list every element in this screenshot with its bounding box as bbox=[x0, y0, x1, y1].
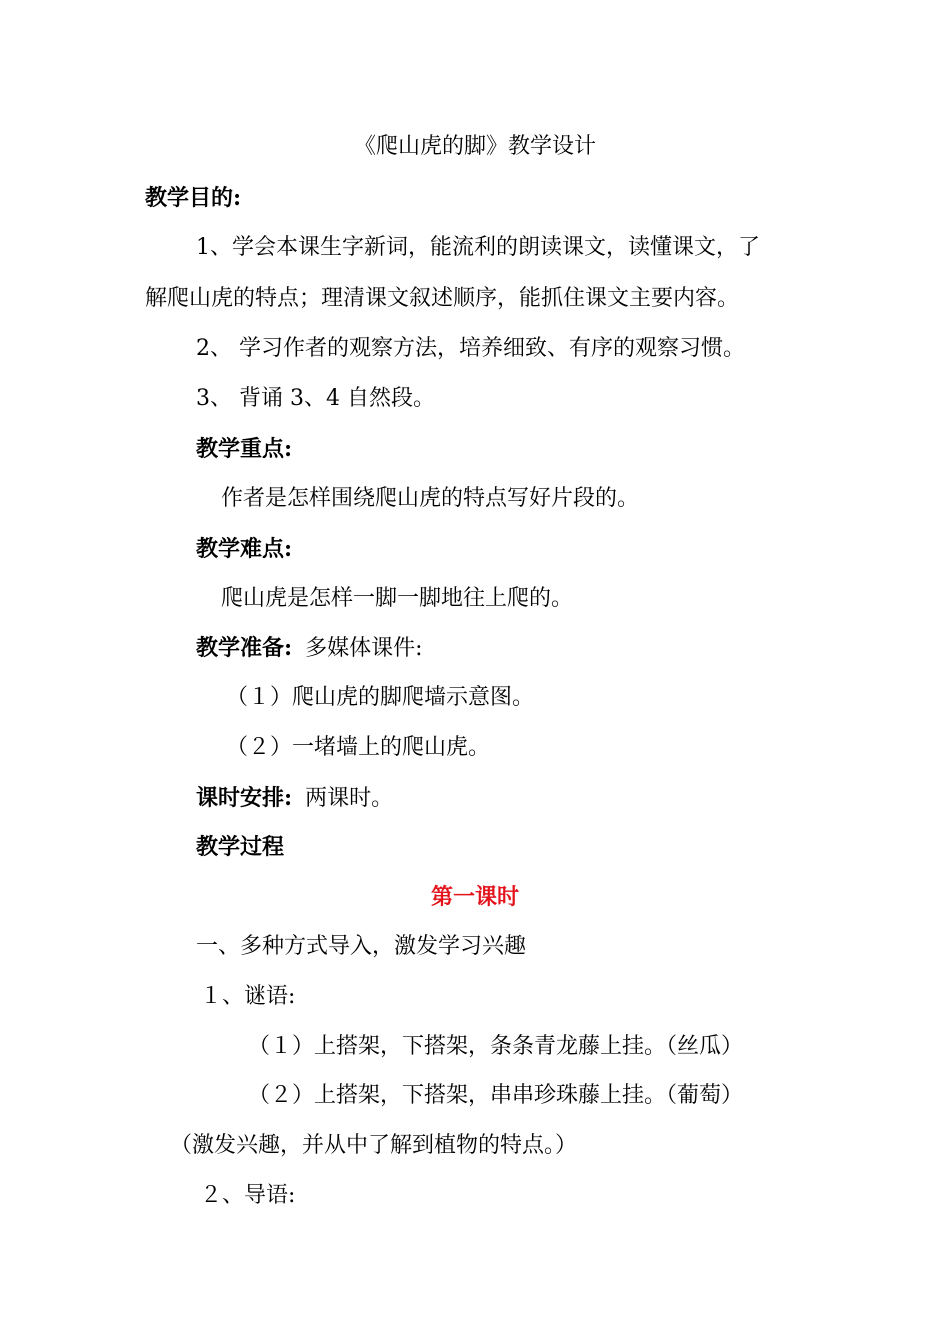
lesson-1-section-1: 一、多种方式导入，激发学习兴趣 bbox=[196, 934, 527, 959]
riddle-label: １、谜语: bbox=[200, 984, 296, 1009]
key-point-text: 作者是怎样围绕爬山虎的特点写好片段的。 bbox=[221, 486, 640, 511]
schedule-row bbox=[196, 783, 393, 814]
key-point-heading: 教学重点: bbox=[196, 436, 293, 462]
process-heading: 教学过程 bbox=[196, 834, 285, 860]
difficulty-heading: 教学难点: bbox=[196, 536, 293, 562]
intro-label: ２、导语: bbox=[200, 1183, 296, 1208]
objective-item-1-line-1: 1、学会本课生字新词，能流利的朗读课文，读懂课文，了 bbox=[196, 235, 760, 260]
riddle-2: （２）上搭架，下搭架，串串珍珠藤上挂。（葡萄） bbox=[248, 1083, 744, 1108]
objective-item-1-line-2: 解爬山虎的特点；理清课文叙述顺序，能抓住课文主要内容。 bbox=[145, 286, 740, 311]
preparation-item-2: （２）一堵墙上的爬山虎。 bbox=[226, 735, 491, 760]
objectives-heading: 教学目的: bbox=[145, 185, 242, 211]
riddle-1: （１）上搭架，下搭架，条条青龙藤上挂。（丝瓜） bbox=[248, 1034, 744, 1059]
preparation-row bbox=[196, 633, 423, 664]
preparation-value: 多媒体课件: bbox=[305, 636, 423, 661]
riddle-note: （激发兴趣，并从中了解到植物的特点。） bbox=[170, 1133, 578, 1158]
objective-item-3: 3、 背诵 3、4 自然段。 bbox=[196, 386, 435, 411]
lesson-1-heading: 第一课时 bbox=[430, 884, 519, 910]
preparation-item-1: （１）爬山虎的脚爬墙示意图。 bbox=[226, 685, 535, 710]
difficulty-text: 爬山虎是怎样一脚一脚地往上爬的。 bbox=[221, 586, 574, 611]
document-title: 《爬山虎的脚》教学设计 bbox=[353, 134, 596, 159]
preparation-heading: 教学准备: bbox=[196, 635, 293, 661]
schedule-value: 两课时。 bbox=[305, 786, 394, 811]
schedule-heading: 课时安排: bbox=[196, 785, 293, 811]
objective-item-2: 2、 学习作者的观察方法，培养细致、有序的观察习惯。 bbox=[196, 336, 745, 361]
